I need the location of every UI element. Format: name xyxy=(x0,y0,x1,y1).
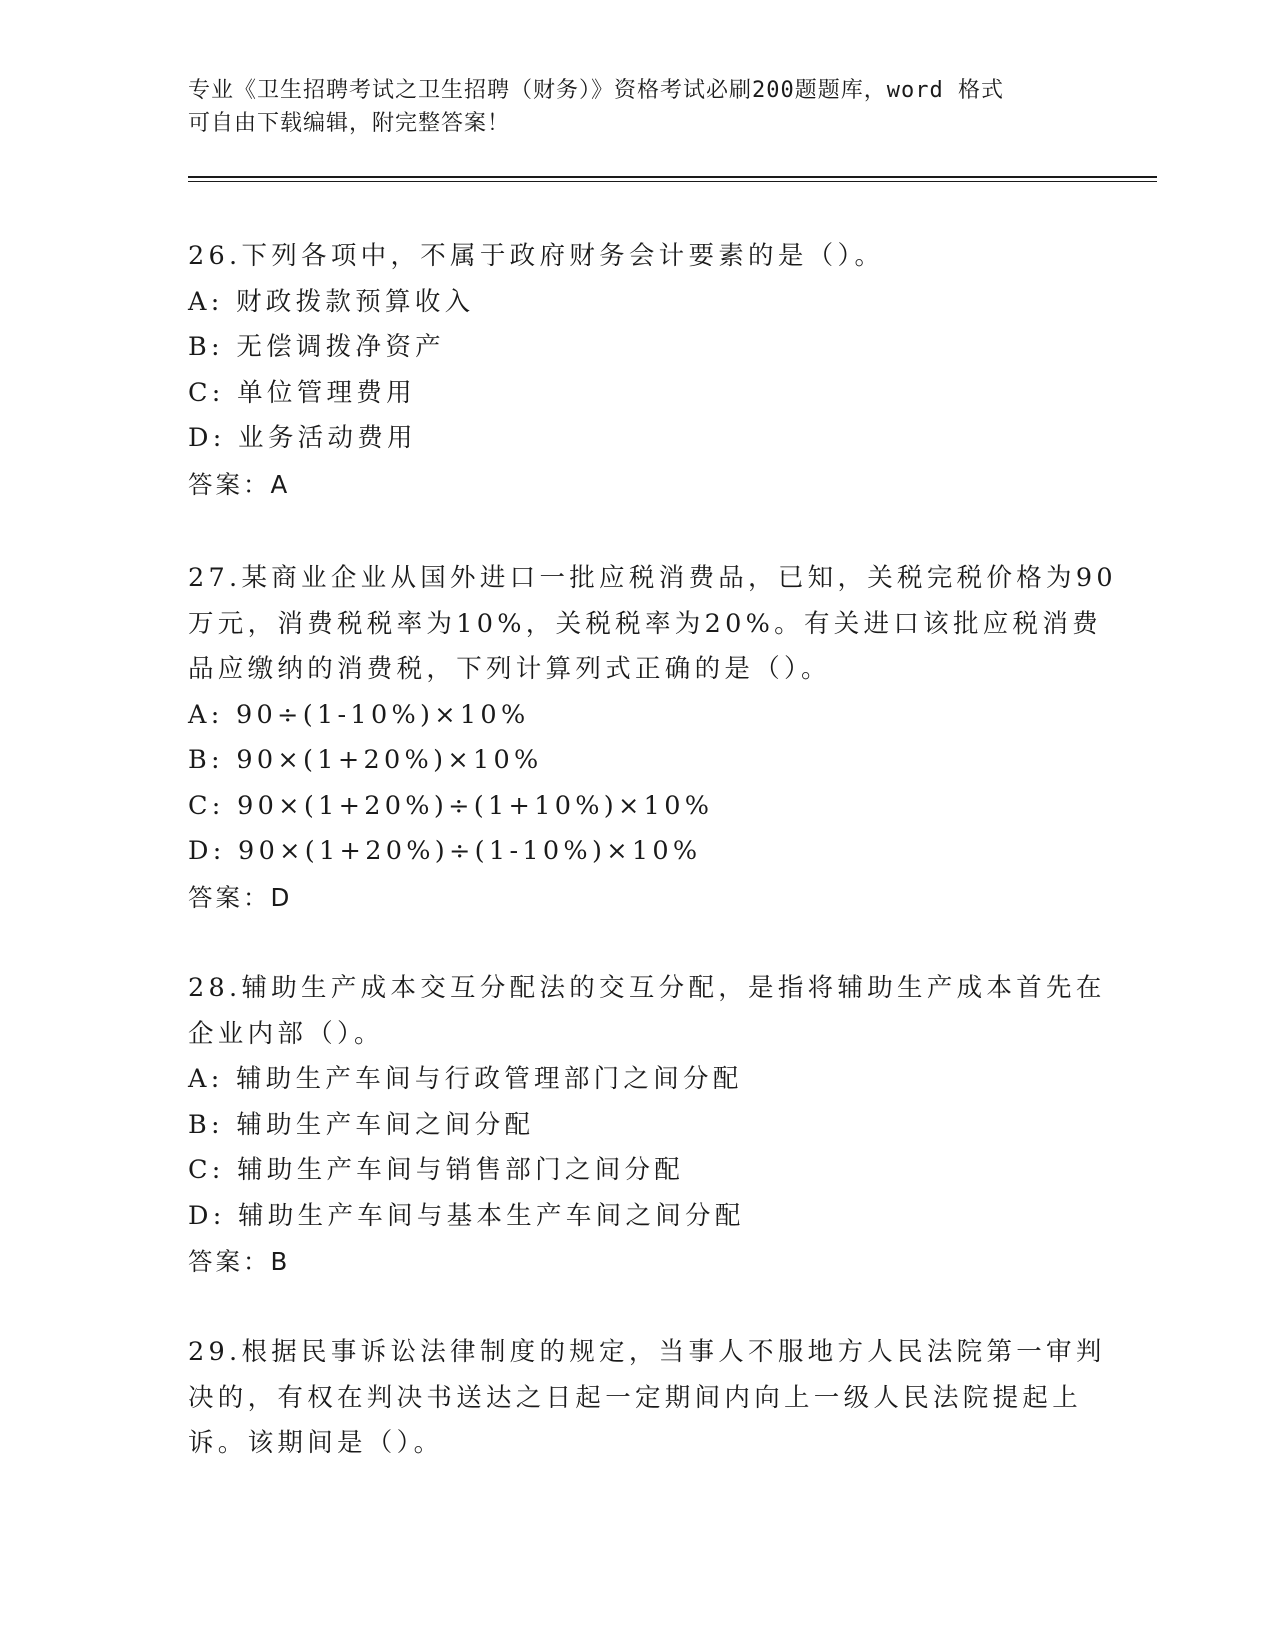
stem-line: 决的，有权在判决书送达之日起一定期间内向上一级人民法院提起上 xyxy=(188,1382,1083,1413)
option-b: B: 90×(1+20%)×10% xyxy=(188,745,543,775)
question-stem xyxy=(188,556,1117,693)
option-b: B: 辅助生产车间之间分配 xyxy=(188,1109,535,1140)
header-divider-thick xyxy=(188,176,1157,178)
question-stem xyxy=(188,1330,1106,1467)
question-stem xyxy=(188,234,1088,280)
question-29 xyxy=(188,1330,1106,1467)
answer-line: 答案：D xyxy=(188,882,293,912)
stem-line: 企业内部（）。 xyxy=(188,1018,384,1049)
option-a: A: 辅助生产车间与行政管理部门之间分配 xyxy=(188,1064,743,1094)
option-a: A: 财政拨款预算收入 xyxy=(188,286,475,317)
option-c: C: 辅助生产车间与销售部门之间分配 xyxy=(188,1155,685,1185)
option-d: D: 90×(1+20%)÷(1-10%)×10% xyxy=(188,836,702,866)
stem-line: 品应缴纳的消费税，下列计算列式正确的是（）。 xyxy=(188,654,831,684)
question-stem xyxy=(188,966,1106,1057)
option-c: C: 90×(1+20%)÷(1+10%)×10% xyxy=(188,790,714,821)
stem-line: 27.某商业企业从国外进口一批应税消费品，已知，关税完税价格为90 xyxy=(188,563,1117,593)
stem-line: 诉。该期间是（）。 xyxy=(188,1428,444,1458)
document-header xyxy=(188,74,1088,140)
header-line-2: 可自由下载编辑，附完整答案！ xyxy=(188,111,511,136)
option-b: B: 无偿调拨净资产 xyxy=(188,332,445,362)
option-d: D: 业务活动费用 xyxy=(188,423,417,453)
stem-line: 万元，消费税税率为10%，关税税率为20%。有关进口该批应税消费 xyxy=(188,608,1102,639)
answer-line: 答案：B xyxy=(188,1247,291,1276)
option-c: C: 单位管理费用 xyxy=(188,377,416,408)
stem-line: 26.下列各项中，不属于政府财务会计要素的是（）。 xyxy=(188,241,885,271)
answer-line: 答案：A xyxy=(188,469,291,499)
option-d: D: 辅助生产车间与基本生产车间之间分配 xyxy=(188,1200,745,1231)
question-26 xyxy=(188,234,1088,507)
option-a: A: 90÷(1-10%)×10% xyxy=(188,699,530,730)
header-line-1: 专业《卫生招聘考试之卫生招聘（财务）》资格考试必刷200题题库，word 格式 xyxy=(188,78,1004,103)
question-27 xyxy=(188,556,1117,920)
header-divider-thin xyxy=(188,181,1157,182)
stem-line: 28.辅助生产成本交互分配法的交互分配，是指将辅助生产成本首先在 xyxy=(188,973,1106,1003)
question-28 xyxy=(188,966,1106,1285)
stem-line: 29.根据民事诉讼法律制度的规定，当事人不服地方人民法院第一审判 xyxy=(188,1337,1106,1367)
